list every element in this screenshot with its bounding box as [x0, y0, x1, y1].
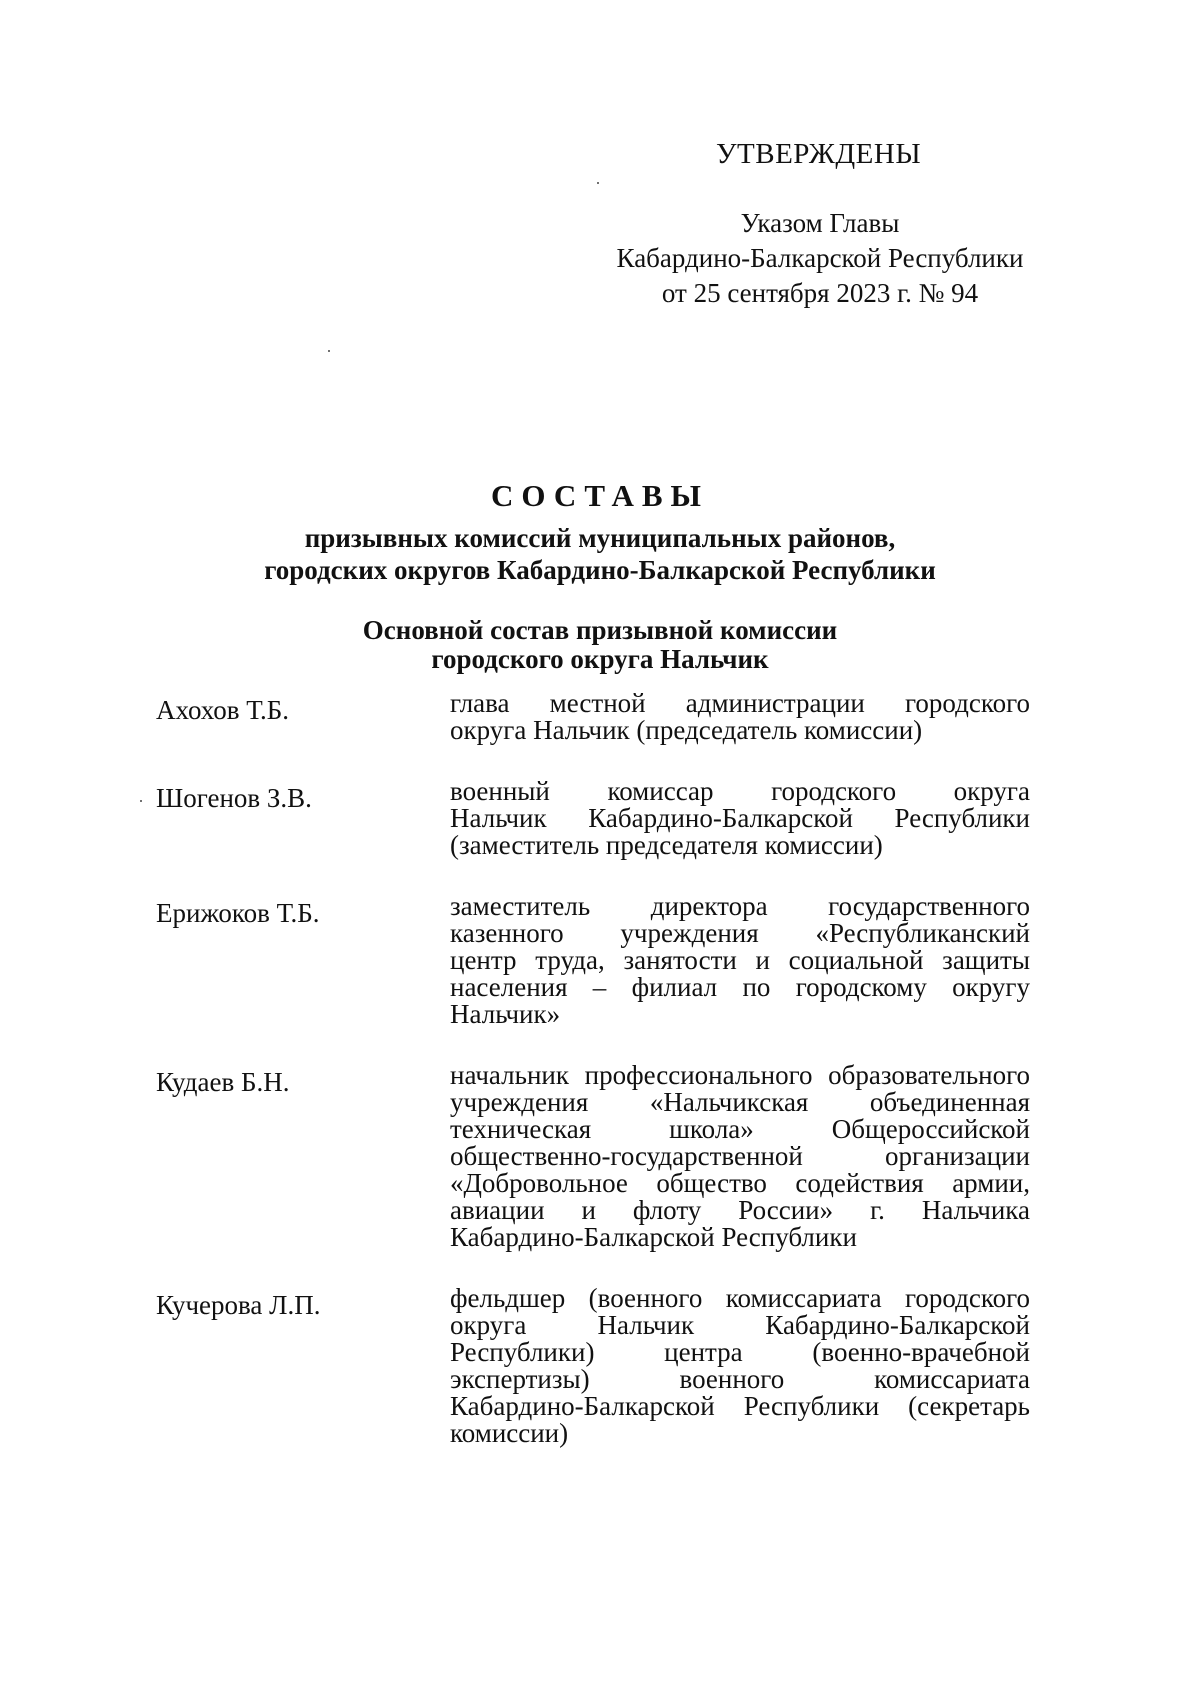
document-subtitle [160, 522, 1040, 586]
approval-block [590, 206, 1050, 311]
member-row [156, 778, 1036, 859]
member-role-line: Республики) центра (военно-врачебной [450, 1337, 1030, 1367]
member-role-line: общественно-государственной организации [450, 1141, 1030, 1171]
member-row [156, 1285, 1036, 1447]
member-name: Шогенов З.В. [156, 783, 312, 813]
member-role [450, 778, 1030, 859]
approval-label: УТВЕРЖДЕНЫ [716, 138, 922, 170]
member-role-line: центр труда, занятости и социальной защиты [450, 945, 1030, 975]
member-role-line: начальник профессионального образовательного [450, 1060, 1030, 1090]
member-role-line: авиации и флоту России» г. Нальчика [450, 1195, 1030, 1225]
member-name: Ерижоков Т.Б. [156, 898, 320, 928]
member-name: Ахохов Т.Б. [156, 695, 290, 725]
scan-speck [140, 800, 142, 802]
section-title-line-2: городского округа Нальчик [431, 644, 769, 674]
members-list [156, 690, 1036, 1481]
member-role-line: учреждения «Нальчикская объединенная [450, 1087, 1030, 1117]
member-row [156, 1062, 1036, 1251]
member-role [450, 1285, 1030, 1447]
subtitle-line-2: городских округов Кабардино-Балкарской Республики [264, 555, 936, 585]
member-role-line: (заместитель председателя комиссии) [450, 830, 883, 860]
member-role-line: экспертизы) военного комиссариата [450, 1364, 1030, 1394]
scan-speck [597, 182, 599, 184]
scan-speck [328, 350, 330, 352]
subtitle-line-1: призывных комиссий муниципальных районов, [304, 523, 896, 553]
section-title-line-1: Основной состав призывной комиссии [362, 615, 838, 645]
member-row [156, 893, 1036, 1028]
member-role-line: округа Нальчик Кабардино-Балкарской [450, 1310, 1030, 1340]
member-row [156, 690, 1036, 744]
approval-line-republic: Кабардино-Балкарской Республики [616, 243, 1024, 273]
member-role-line: Нальчик Кабардино-Балкарской Республики [450, 803, 1030, 833]
member-role-line: казенного учреждения «Республиканский [450, 918, 1030, 948]
member-role-line: Кабардино-Балкарской Республики [450, 1222, 857, 1252]
member-role [450, 1062, 1030, 1251]
approval-line-decree: Указом Главы [740, 208, 900, 238]
member-role-line: техническая школа» Общероссийской [450, 1114, 1030, 1144]
member-role-line: Кабардино-Балкарской Республики (секретарь [450, 1391, 1030, 1421]
member-role-line: военный комиссар городского округа [450, 776, 1030, 806]
member-role-line: Нальчик» [450, 999, 561, 1029]
member-role-line: фельдшер (военного комиссариата городского [450, 1283, 1030, 1313]
member-role-line: округа Нальчик (председатель комиссии) [450, 715, 923, 745]
member-name: Кудаев Б.Н. [156, 1067, 290, 1097]
member-role [450, 690, 1030, 744]
section-title [190, 616, 1010, 674]
member-role [450, 893, 1030, 1028]
approval-line-date: от 25 сентября 2023 г. № 94 [661, 278, 979, 308]
member-role-line: населения – филиал по городскому округу [450, 972, 1030, 1002]
document-title: СОСТАВЫ [491, 478, 709, 513]
member-role-line: глава местной администрации городского [450, 688, 1030, 718]
member-role-line: заместитель директора государственного [450, 891, 1030, 921]
member-name: Кучерова Л.П. [156, 1290, 321, 1320]
member-role-line: комиссии) [450, 1418, 569, 1448]
member-role-line: «Добровольное общество содействия армии, [450, 1168, 1030, 1198]
